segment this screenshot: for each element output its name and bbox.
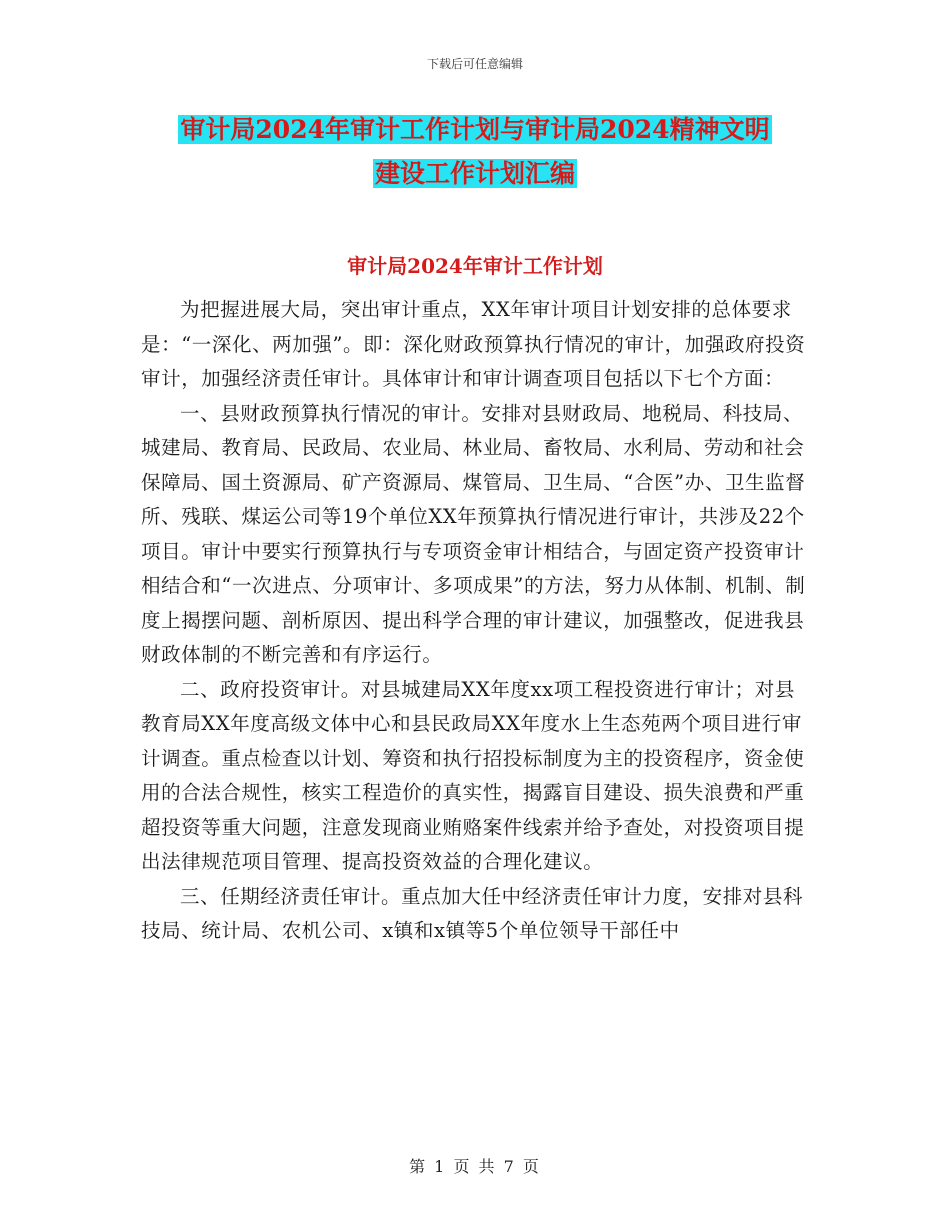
document-title-line2: 建设工作计划汇编 xyxy=(374,159,575,188)
document-title-line1: 审计局2024年审计工作计划与审计局2024精神文明 xyxy=(180,115,770,144)
page-footer: 第 1 页 共 7 页 xyxy=(409,1157,541,1176)
document-title xyxy=(140,108,810,196)
header-note: 下载后可任意编辑 xyxy=(426,57,523,71)
section-title: 审计局2024年审计工作计划 xyxy=(347,254,603,278)
paragraph-intro: 为把握进展大局，突出审计重点，XX年审计项目计划安排的总体要求是：“一深化、两加强”。即：深化财政预算执行情况的审计，加强政府投资审计，加强经济责任审计。具体审计和审计调查项目包括以下七个方面： xyxy=(141,298,806,390)
paragraph-item-3: 三、任期经济责任审计。重点加大任中经济责任审计力度，安排对县科技局、统计局、农机公司、x镇和x镇等5个单位领导干部任中 xyxy=(141,884,804,942)
paragraph-item-1: 一、县财政预算执行情况的审计。安排对县财政局、地税局、科技局、城建局、教育局、民政局、农业局、林业局、畜牧局、水利局、劳动和社会保障局、国土资源局、矿产资源局、煤管局、卫生局、“合医”办、卫生监督所、残联、煤运公司等19个单位XX年预算执行情况进行审计，共涉及22个项目。审计中要实行预算执行与专项资金审计相结合，与固定资产投资审计相结合和“一次进点、分项审计、多项成果”的方法，努力从体制、机制、制度上揭摆问题、剖析原因、提出科学合理的审计建议，加强整改，促进我县财政体制的不断完善和有序运行。 xyxy=(141,401,806,666)
body-text xyxy=(141,293,811,949)
paragraph-item-2: 二、政府投资审计。对县城建局XX年度xx项工程投资进行审计；对县教育局XX年度高级文体中心和县民政局XX年度水上生态苑两个项目进行审计调查。重点检查以计划、筹资和执行招投标制度为主的投资程序，资金使用的合法合规性，核实工程造价的真实性，揭露盲目建设、损失浪费和严重超投资等重大问题，注意发现商业贿赂案件线索并给予查处，对投资项目提出法律规范项目管理、提高投资效益的合理化建议。 xyxy=(141,677,805,873)
